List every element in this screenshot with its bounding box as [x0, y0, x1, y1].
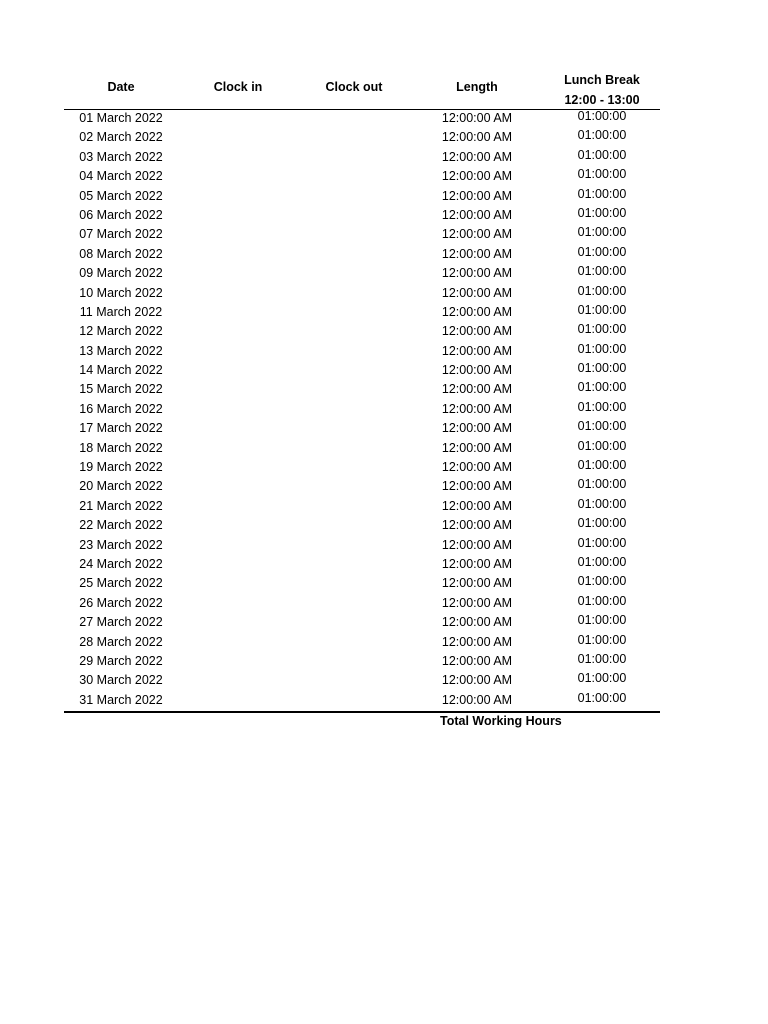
cell-date: 07 March 2022	[79, 227, 163, 242]
cell-length: 12:00:00 AM	[441, 401, 513, 416]
cell-date: 15 March 2022	[79, 382, 163, 397]
table-row	[64, 692, 660, 711]
cell-lunch-break: 01:00:00	[577, 264, 627, 279]
cell-length: 12:00:00 AM	[441, 285, 513, 300]
cell-length: 12:00:00 AM	[441, 169, 513, 184]
cell-length: 12:00:00 AM	[441, 595, 513, 610]
cell-lunch-break: 01:00:00	[577, 322, 627, 337]
cell-length: 12:00:00 AM	[441, 246, 513, 261]
table-row	[64, 343, 660, 362]
cell-length: 12:00:00 AM	[441, 653, 513, 668]
cell-date: 28 March 2022	[79, 634, 163, 649]
cell-date: 05 March 2022	[79, 188, 163, 203]
cell-lunch-break: 01:00:00	[577, 128, 627, 143]
cell-length: 12:00:00 AM	[441, 421, 513, 436]
timesheet-table	[64, 66, 660, 733]
table-row	[64, 226, 660, 245]
header-lunch-break-label: Lunch Break	[564, 73, 640, 87]
header-clock-out: Clock out	[325, 80, 383, 94]
cell-date: 21 March 2022	[79, 498, 163, 513]
table-row	[64, 595, 660, 614]
cell-lunch-break: 01:00:00	[577, 554, 627, 569]
cell-length: 12:00:00 AM	[441, 304, 513, 319]
table-footer	[64, 713, 660, 733]
cell-lunch-break: 01:00:00	[577, 419, 627, 434]
cell-lunch-break: 01:00:00	[577, 477, 627, 492]
cell-date: 09 March 2022	[79, 266, 163, 281]
cell-date: 23 March 2022	[79, 537, 163, 552]
table-row	[64, 207, 660, 226]
cell-lunch-break: 01:00:00	[577, 244, 627, 259]
cell-lunch-break: 01:00:00	[577, 496, 627, 511]
cell-date: 01 March 2022	[79, 111, 163, 125]
cell-date: 13 March 2022	[79, 343, 163, 358]
cell-lunch-break: 01:00:00	[577, 651, 627, 666]
cell-date: 08 March 2022	[79, 246, 163, 261]
table-row	[64, 634, 660, 653]
cell-lunch-break: 01:00:00	[577, 458, 627, 473]
cell-date: 19 March 2022	[79, 460, 163, 475]
cell-length: 12:00:00 AM	[441, 673, 513, 688]
cell-date: 30 March 2022	[79, 673, 163, 688]
cell-date: 04 March 2022	[79, 169, 163, 184]
cell-date: 26 March 2022	[79, 595, 163, 610]
table-row	[64, 498, 660, 517]
cell-date: 20 March 2022	[79, 479, 163, 494]
cell-length: 12:00:00 AM	[441, 149, 513, 164]
table-row	[64, 672, 660, 691]
cell-lunch-break: 01:00:00	[577, 283, 627, 298]
cell-date: 24 March 2022	[79, 556, 163, 571]
cell-lunch-break: 01:00:00	[577, 361, 627, 376]
cell-lunch-break: 01:00:00	[577, 438, 627, 453]
header-date: Date	[107, 80, 135, 94]
table-row	[64, 265, 660, 284]
cell-length: 12:00:00 AM	[441, 363, 513, 378]
cell-length: 12:00:00 AM	[441, 576, 513, 591]
table-row	[64, 653, 660, 672]
table-row	[64, 110, 660, 129]
cell-length: 12:00:00 AM	[441, 440, 513, 455]
cell-length: 12:00:00 AM	[441, 615, 513, 630]
table-row	[64, 362, 660, 381]
table-body	[64, 110, 660, 713]
table-header	[64, 66, 660, 110]
cell-lunch-break: 01:00:00	[577, 109, 627, 123]
cell-length: 12:00:00 AM	[441, 382, 513, 397]
cell-length: 12:00:00 AM	[441, 518, 513, 533]
cell-length: 12:00:00 AM	[441, 634, 513, 649]
cell-date: 02 March 2022	[79, 130, 163, 145]
header-lunch-break	[544, 70, 660, 110]
cell-date: 17 March 2022	[79, 421, 163, 436]
cell-date: 11 March 2022	[79, 304, 163, 319]
table-row	[64, 168, 660, 187]
cell-lunch-break: 01:00:00	[577, 671, 627, 686]
cell-lunch-break: 01:00:00	[577, 302, 627, 317]
cell-lunch-break: 01:00:00	[577, 147, 627, 162]
cell-lunch-break: 01:00:00	[577, 690, 627, 705]
cell-length: 12:00:00 AM	[441, 343, 513, 358]
header-length: Length	[456, 80, 498, 94]
total-working-hours-label: Total Working Hours	[440, 714, 562, 729]
header-lunch-break-time: 12:00 - 13:00	[564, 93, 640, 107]
table-row	[64, 381, 660, 400]
cell-lunch-break: 01:00:00	[577, 535, 627, 550]
table-row	[64, 478, 660, 497]
cell-date: 22 March 2022	[79, 518, 163, 533]
cell-length: 12:00:00 AM	[441, 556, 513, 571]
cell-lunch-break: 01:00:00	[577, 632, 627, 647]
cell-date: 27 March 2022	[79, 615, 163, 630]
table-row	[64, 420, 660, 439]
table-row	[64, 440, 660, 459]
cell-date: 10 March 2022	[79, 285, 163, 300]
cell-date: 12 March 2022	[79, 324, 163, 339]
cell-date: 31 March 2022	[79, 692, 163, 707]
table-row	[64, 285, 660, 304]
cell-length: 12:00:00 AM	[441, 498, 513, 513]
table-row	[64, 575, 660, 594]
table-row	[64, 614, 660, 633]
cell-length: 12:00:00 AM	[441, 692, 513, 707]
cell-length: 12:00:00 AM	[441, 537, 513, 552]
cell-date: 14 March 2022	[79, 363, 163, 378]
cell-lunch-break: 01:00:00	[577, 205, 627, 220]
cell-length: 12:00:00 AM	[441, 266, 513, 281]
cell-lunch-break: 01:00:00	[577, 574, 627, 589]
table-row	[64, 304, 660, 323]
table-row	[64, 459, 660, 478]
cell-lunch-break: 01:00:00	[577, 399, 627, 414]
header-clock-in: Clock in	[213, 80, 263, 94]
cell-date: 03 March 2022	[79, 149, 163, 164]
cell-date: 18 March 2022	[79, 440, 163, 455]
cell-lunch-break: 01:00:00	[577, 167, 627, 182]
table-row	[64, 517, 660, 536]
cell-length: 12:00:00 AM	[441, 227, 513, 242]
cell-lunch-break: 01:00:00	[577, 225, 627, 240]
cell-lunch-break: 01:00:00	[577, 380, 627, 395]
cell-lunch-break: 01:00:00	[577, 341, 627, 356]
cell-date: 25 March 2022	[79, 576, 163, 591]
table-row	[64, 323, 660, 342]
cell-length: 12:00:00 AM	[441, 479, 513, 494]
table-row	[64, 537, 660, 556]
table-row	[64, 246, 660, 265]
cell-length: 12:00:00 AM	[441, 460, 513, 475]
cell-length: 12:00:00 AM	[441, 111, 513, 125]
table-row	[64, 149, 660, 168]
cell-lunch-break: 01:00:00	[577, 593, 627, 608]
cell-date: 06 March 2022	[79, 207, 163, 222]
cell-length: 12:00:00 AM	[441, 207, 513, 222]
table-row	[64, 401, 660, 420]
cell-lunch-break: 01:00:00	[577, 516, 627, 531]
cell-length: 12:00:00 AM	[441, 130, 513, 145]
cell-length: 12:00:00 AM	[441, 188, 513, 203]
cell-lunch-break: 01:00:00	[577, 613, 627, 628]
table-row	[64, 129, 660, 148]
cell-length: 12:00:00 AM	[441, 324, 513, 339]
table-row	[64, 556, 660, 575]
cell-date: 29 March 2022	[79, 653, 163, 668]
cell-lunch-break: 01:00:00	[577, 186, 627, 201]
table-row	[64, 188, 660, 207]
cell-date: 16 March 2022	[79, 401, 163, 416]
